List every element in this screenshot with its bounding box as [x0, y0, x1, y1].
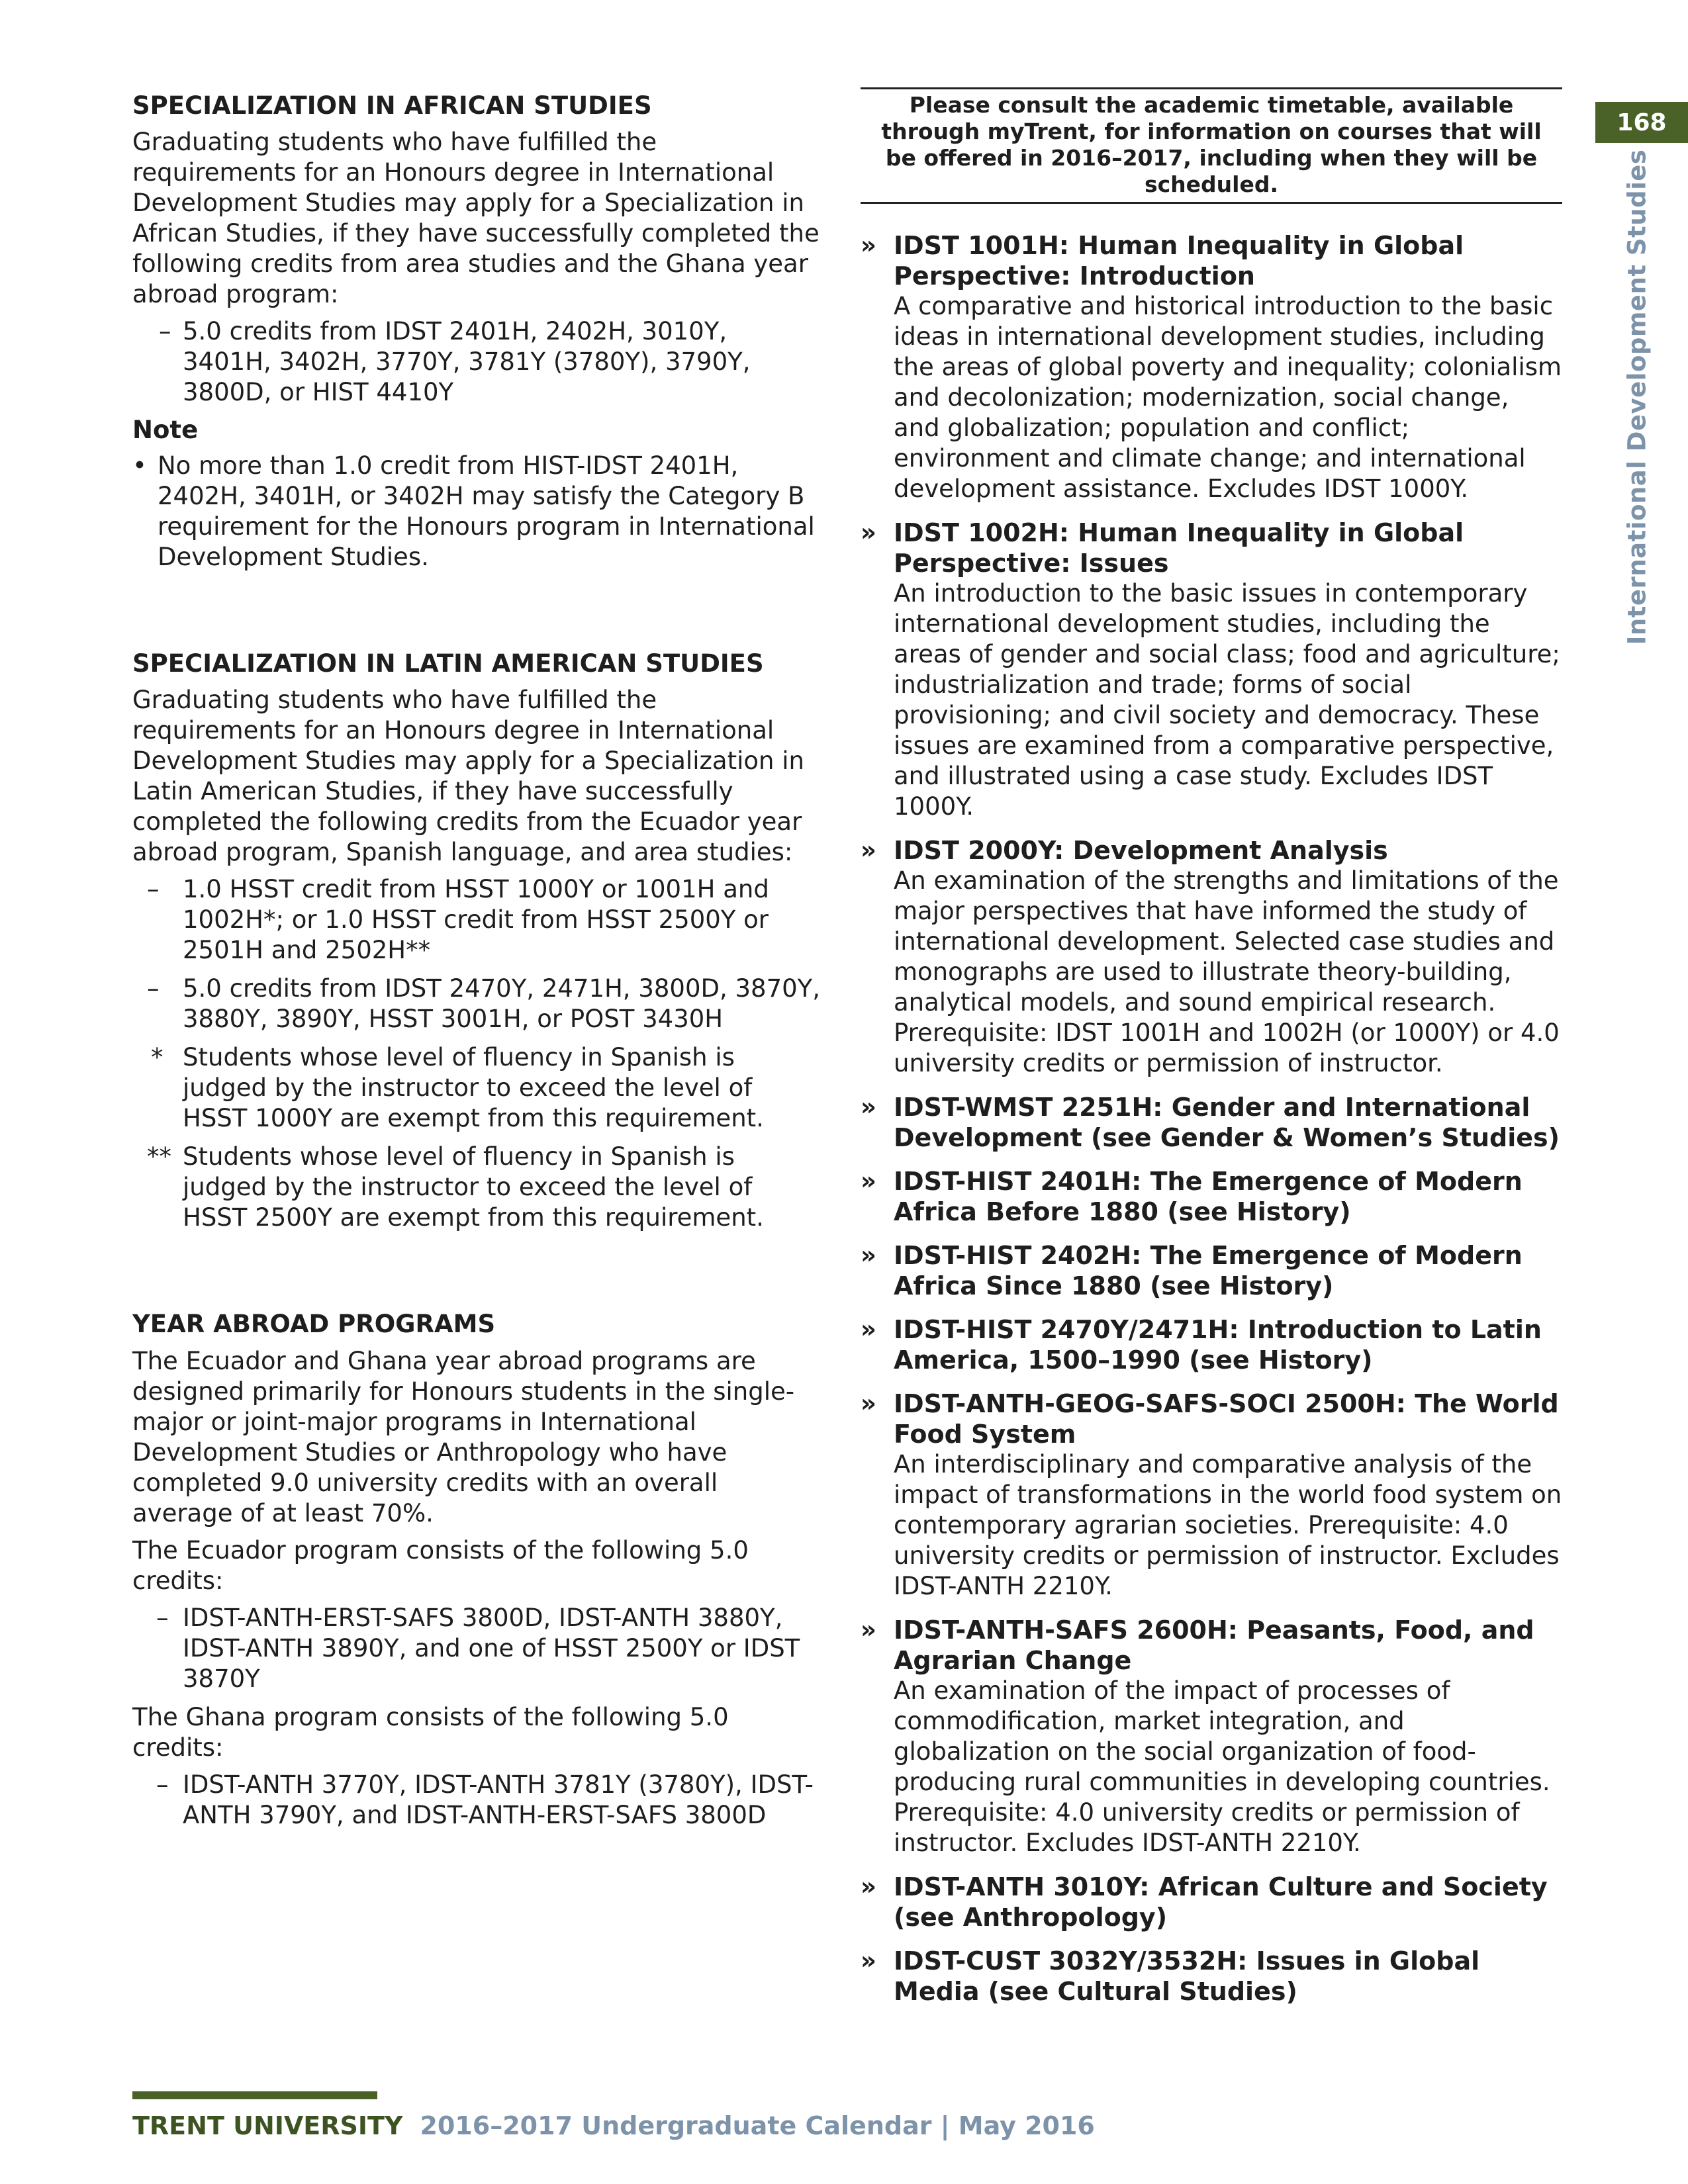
section-intro: Graduating students who have fulfilled the requirements for an Honours degree in International Development Studies may apply for a Specialization in Latin American Studies, if they have successfully completed the following credits from the Ecuador year abroad program, Spanish language, and area studies:	[132, 686, 804, 867]
ghana-intro: The Ghana program consists of the following 5.0 credits:	[132, 1702, 729, 1762]
course-description: A comparative and historical introduction to the basic ideas in international development studies, including the areas of global poverty and inequality; colonialism and decolonization; modernization, social change, and globalization; population and conflict; environment and climate change; and international development assistance. Excludes IDST 1000Y.	[894, 292, 1562, 503]
african-studies-section	[132, 91, 821, 572]
chevron-icon: »	[861, 1241, 876, 1269]
course-title: IDST-ANTH 3010Y: African Culture and Society (see Anthropology)	[894, 1872, 1548, 1932]
list-item-text: 1.0 HSST credit from HSST 1000Y or 1001H and 1002H*; or 1.0 HSST credit from HSST 2500Y or 2501H and 2502H**	[183, 875, 769, 965]
list-item	[132, 451, 821, 572]
footer-university: TRENT UNIVERSITY	[132, 2111, 403, 2140]
chevron-icon: »	[861, 1167, 876, 1195]
course-description: An interdisciplinary and comparative analysis of the impact of transformations in the world food system on contemporary agrarian societies. Prerequisite: 4.0 university credits or permission of instructor. Excludes IDST-ANTH 2210Y.	[894, 1450, 1562, 1600]
right-column	[861, 87, 1562, 2020]
list-item	[132, 974, 821, 1034]
chevron-icon: »	[861, 1315, 876, 1343]
list-item	[132, 1770, 821, 1831]
page-footer	[132, 2111, 1095, 2140]
course-title: IDST-ANTH-SAFS 2600H: Peasants, Food, and Agrarian Change	[894, 1615, 1534, 1675]
chevron-icon: »	[861, 518, 876, 547]
course-entry	[861, 835, 1562, 1079]
list-item-text: IDST-ANTH 3770Y, IDST-ANTH 3781Y (3780Y), IDST-ANTH 3790Y, and IDST-ANTH-ERST-SAFS 3800D	[183, 1770, 814, 1829]
course-entry	[861, 230, 1562, 504]
course-entry	[861, 1092, 1562, 1153]
footer-calendar: 2016–2017 Undergraduate Calendar | May 2016	[420, 2111, 1095, 2140]
course-description: An examination of the impact of processes of commodification, market integration, and globalization on the social organization of food-producing rural communities in developing countries. Prerequisite: 4.0 university credits or permission of instructor. Excludes IDST-ANTH 2210Y.	[894, 1676, 1550, 1857]
section-heading: YEAR ABROAD PROGRAMS	[132, 1310, 496, 1339]
course-title: IDST-HIST 2470Y/2471H: Introduction to Latin America, 1500–1990 (see History)	[894, 1315, 1542, 1375]
section-heading: SPECIALIZATION IN LATIN AMERICAN STUDIES	[132, 649, 764, 678]
list-item-text: 5.0 credits from IDST 2401H, 2402H, 3010Y, 3401H, 3402H, 3770Y, 3781Y (3780Y), 3790Y, 3800D, or HIST 4410Y	[183, 317, 751, 407]
list-item	[132, 874, 821, 966]
dash-marker: –	[147, 875, 160, 904]
dash-marker: –	[156, 1770, 169, 1799]
list-item	[132, 316, 821, 408]
side-section-title: International Development Studies	[1622, 149, 1652, 645]
list-item-text: No more than 1.0 credit from HIST-IDST 2401H, 2402H, 3401H, or 3402H may satisfy the Category B requirement for the Honours program in International Development Studies.	[158, 451, 815, 571]
note-heading: Note	[132, 416, 199, 445]
course-entry	[861, 518, 1562, 822]
course-entry	[861, 1872, 1562, 1933]
dash-marker: –	[156, 1603, 169, 1632]
page-number-tab	[1595, 102, 1688, 143]
course-entry	[861, 1166, 1562, 1227]
dash-marker: –	[159, 317, 171, 346]
asterisk-marker: *	[151, 1043, 164, 1072]
timetable-notice: Please consult the academic timetable, available through myTrent, for information on courses that will be offered in 2016–2017, including when they will be scheduled.	[861, 87, 1562, 204]
course-title: IDST 2000Y: Development Analysis	[894, 836, 1388, 865]
footer-rule	[132, 2091, 377, 2099]
dash-marker: –	[147, 974, 160, 1003]
chevron-icon: »	[861, 1872, 876, 1901]
chevron-icon: »	[861, 1615, 876, 1644]
footnote-text: Students whose level of fluency in Spanish is judged by the instructor to exceed the level of HSST 2500Y are exempt from this requirement.	[183, 1142, 764, 1232]
course-entry	[861, 1240, 1562, 1301]
list-item	[132, 1603, 821, 1694]
footnote-text: Students whose level of fluency in Spanish is judged by the instructor to exceed the level of HSST 1000Y are exempt from this requirement.	[183, 1043, 764, 1133]
course-title: IDST-HIST 2402H: The Emergence of Modern Africa Since 1880 (see History)	[894, 1241, 1523, 1300]
chevron-icon: »	[861, 1093, 876, 1121]
course-entry	[861, 1314, 1562, 1375]
bullet-marker: •	[132, 451, 147, 480]
course-entry	[861, 1946, 1562, 2007]
course-description: An introduction to the basic issues in contemporary international development studies, including the areas of gender and social class; food and agriculture; industrialization and trade; forms of social provisioning; and civil society and democracy. These issues are examined from a comparative perspective, and illustrated using a case study. Excludes IDST 1000Y.	[894, 579, 1560, 821]
chevron-icon: »	[861, 1389, 876, 1418]
course-list	[861, 230, 1562, 2007]
section-intro: Graduating students who have fulfilled the requirements for an Honours degree in International Development Studies may apply for a Specialization in African Studies, if they have successfully completed the following credits from area studies and the Ghana year abroad program:	[132, 128, 820, 309]
chevron-icon: »	[861, 231, 876, 259]
footnote-item	[132, 1042, 821, 1134]
course-entry	[861, 1615, 1562, 1858]
course-title: IDST-HIST 2401H: The Emergence of Modern Africa Before 1880 (see History)	[894, 1167, 1523, 1226]
page-number: 168	[1617, 109, 1667, 136]
list-item-text: 5.0 credits from IDST 2470Y, 2471H, 3800D, 3870Y, 3880Y, 3890Y, HSST 3001H, or POST 3430H	[183, 974, 821, 1034]
section-heading: SPECIALIZATION IN AFRICAN STUDIES	[132, 91, 652, 120]
course-title: IDST-ANTH-GEOG-SAFS-SOCI 2500H: The World Food System	[894, 1389, 1559, 1449]
list-item-text: IDST-ANTH-ERST-SAFS 3800D, IDST-ANTH 3880Y, IDST-ANTH 3890Y, and one of HSST 2500Y or IDST 3870Y	[183, 1603, 800, 1693]
course-entry	[861, 1388, 1562, 1602]
course-description: An examination of the strengths and limitations of the major perspectives that have informed the study of international development. Selected case studies and monographs are used to illustrate theory-building, analytical models, and sound empirical research. Prerequisite: IDST 1001H and 1002H (or 1000Y) or 4.0 university credits or permission of instructor.	[894, 866, 1560, 1077]
ecuador-intro: The Ecuador program consists of the following 5.0 credits:	[132, 1535, 749, 1595]
asterisk-marker: **	[147, 1142, 171, 1171]
course-title: IDST-WMST 2251H: Gender and International Development (see Gender & Women’s Studies)	[894, 1093, 1560, 1152]
left-column	[132, 91, 821, 1839]
chevron-icon: »	[861, 836, 876, 864]
chevron-icon: »	[861, 1946, 876, 1975]
section-intro: The Ecuador and Ghana year abroad programs are designed primarily for Honours students in the single-major or joint-major programs in International Development Studies or Anthropology who have completed 9.0 university credits with an overall average of at least 70%.	[132, 1346, 795, 1527]
course-title: IDST 1001H: Human Inequality in Global Perspective: Introduction	[894, 231, 1464, 291]
course-title: IDST 1002H: Human Inequality in Global Perspective: Issues	[894, 518, 1464, 578]
course-title: IDST-CUST 3032Y/3532H: Issues in Global Media (see Cultural Studies)	[894, 1946, 1480, 2006]
footnote-item	[132, 1142, 821, 1233]
latin-american-studies-section	[132, 649, 821, 1233]
year-abroad-section	[132, 1310, 821, 1830]
